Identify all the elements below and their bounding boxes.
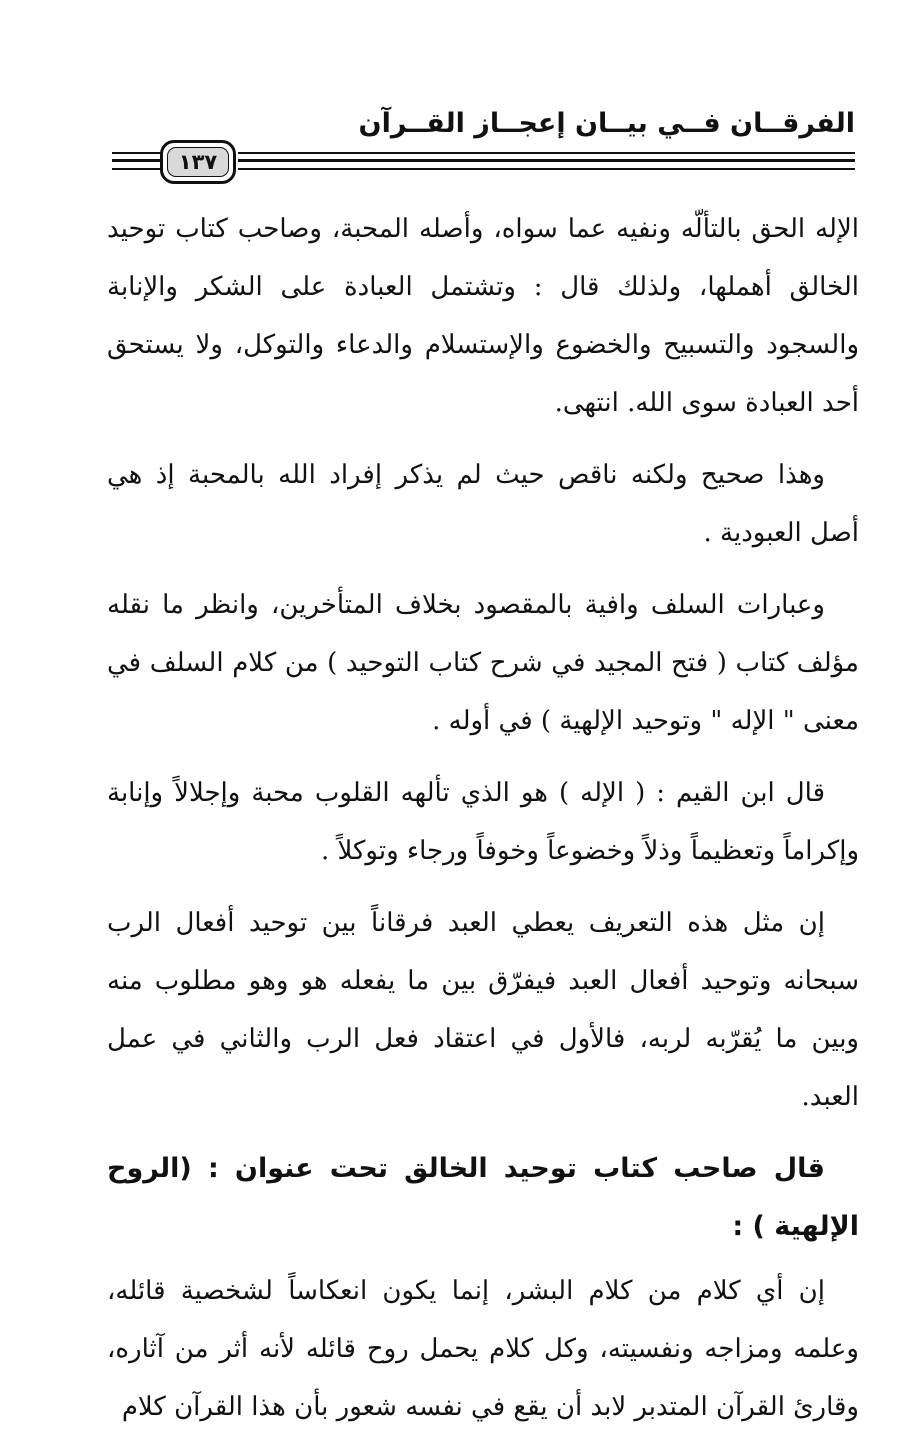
header-rule-left-top — [112, 152, 162, 154]
header-rule-middle — [238, 159, 855, 162]
paragraph-4: قال ابن القيم : ( الإله ) هو الذي تألهه القلوب محبة وإجلالاً وإنابة وإكراماً وتعظيماً وذلاً وخضوعاً وخوفاً ورجاء وتوكلاً . — [107, 778, 859, 866]
paragraph-3: وعبارات السلف وافية بالمقصود بخلاف المتأخرين، وانظر ما نقله مؤلف كتاب ( فتح المجيد في شرح كتاب التوحيد ) من كلام السلف في معنى " الإله " وتوحيد الإلهية ) في أوله . — [107, 590, 859, 736]
page-number-badge — [160, 140, 236, 184]
paragraph-6: إن أي كلام من كلام البشر، إنما يكون انعكاساً لشخصية قائله، وعلمه ومزاجه ونفسيته، وكل كلام يحمل روح قائله لأنه أثر من آثاره، وقارئ القرآن المتدبر لابد أن يقع في نفسه شعور بأن هذا القرآن كلام — [107, 1276, 859, 1422]
section-heading: قال صاحب كتاب توحيد الخالق تحت عنوان : (الروح الإلهية ) : — [107, 1153, 859, 1242]
paragraph-5: إن مثل هذه التعريف يعطي العبد فرقاناً بين توحيد أفعال الرب سبحانه وتوحيد أفعال العبد فيفرّق بين ما يفعله هو وهو مطلوب منه وبين ما يُقرّبه لربه، فالأول في اعتقاد فعل الرب والثاني في عمل العبد. — [107, 908, 859, 1112]
header-rule-bottom — [238, 168, 855, 170]
body-text — [107, 200, 859, 1450]
header-rule-top — [238, 152, 855, 154]
header-rule-left-middle — [112, 159, 162, 162]
page-number: ١٣٧ — [167, 147, 229, 177]
running-title: الفرقــان فــي بيــان إعجــاز القــرآن — [358, 108, 855, 139]
paragraph-2: وهذا صحيح ولكنه ناقص حيث لم يذكر إفراد الله بالمحبة إذ هي أصل العبودية . — [107, 460, 859, 548]
paragraph-1: الإله الحق بالتألّه ونفيه عما سواه، وأصله المحبة، وصاحب كتاب توحيد الخالق أهملها، ولذلك قال : وتشتمل العبادة على الشكر والإنابة والسجود والتسبيح والخضوع والإستسلام والدعاء والتوكل، ولا يستحق أحد العبادة سوى الله. انتهى. — [107, 214, 859, 418]
header-rule-left-bottom — [112, 168, 162, 170]
